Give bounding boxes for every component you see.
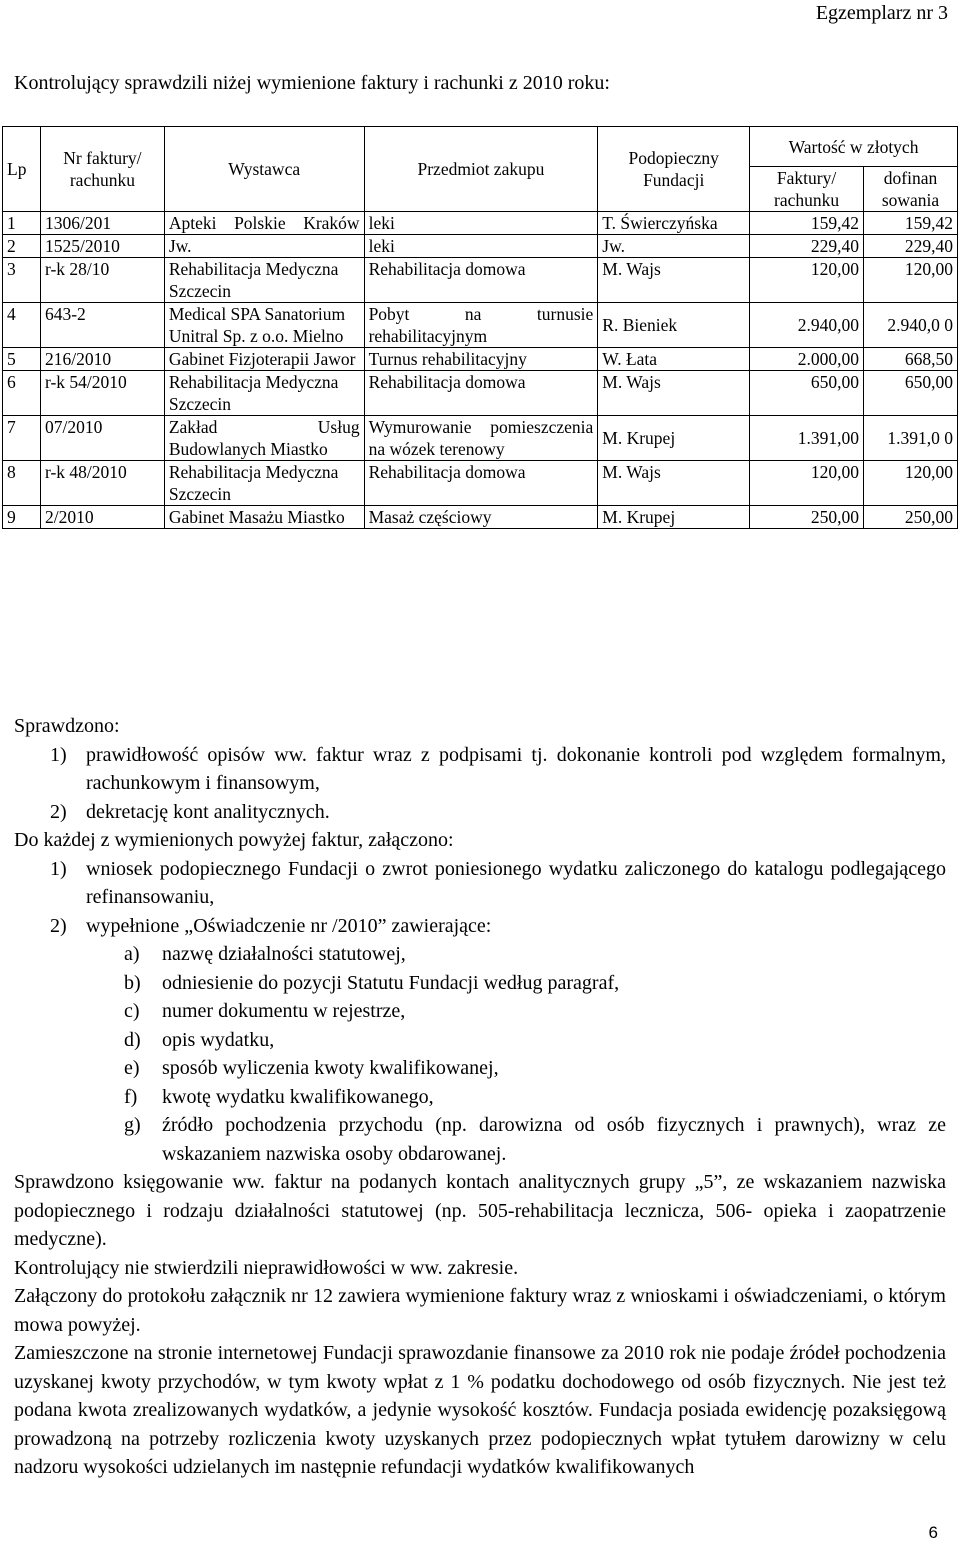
list-item	[14, 1026, 946, 1055]
table-row	[3, 348, 958, 371]
cell-wystawca: Gabinet Fizjoterapii Jawor	[164, 348, 364, 371]
cell-podopieczny: R. Bieniek	[598, 303, 750, 348]
cell-podopieczny: W. Łata	[598, 348, 750, 371]
page-number: 6	[928, 1523, 938, 1542]
table-row	[3, 235, 958, 258]
cell-nr: r-k 54/2010	[40, 371, 164, 416]
header-lp: Lp	[3, 127, 41, 212]
cell-lp: 1	[3, 212, 41, 235]
table-row	[3, 506, 958, 529]
table-row	[3, 303, 958, 348]
list-letter: f)	[124, 1085, 138, 1108]
cell-faktury: 159,42	[750, 212, 864, 235]
list-letter: e)	[124, 1057, 140, 1079]
sprawdzono-heading: Sprawdzono:	[14, 715, 120, 737]
cell-podopieczny: M. Wajs	[598, 258, 750, 303]
cell-przedmiot: leki	[364, 212, 598, 235]
header-wartosc: Wartość w złotych	[750, 127, 958, 167]
list-item	[14, 1111, 946, 1168]
list-letter: a)	[124, 943, 140, 965]
invoice-table	[2, 126, 958, 529]
list-letter: c)	[124, 1000, 140, 1022]
list-item	[14, 798, 946, 827]
cell-lp: 5	[3, 348, 41, 371]
header-przedmiot: Przedmiot zakupu	[364, 127, 598, 212]
cell-przedmiot: Rehabilitacja domowa	[364, 371, 598, 416]
cell-wystawca: Gabinet Masażu Miastko	[164, 506, 364, 529]
cell-faktury: 120,00	[750, 258, 864, 303]
paragraph: Kontrolujący nie stwierdzili nieprawidłowości w ww. zakresie.	[14, 1256, 519, 1279]
cell-podopieczny: M. Wajs	[598, 371, 750, 416]
list-text: prawidłowość opisów ww. faktur wraz z podpisami tj. dokonanie kontroli pod względem formalnym, rachunkowym i finansowym,	[86, 743, 946, 794]
cell-przedmiot: Wymurowanie pomieszczenia na wózek terenowy	[364, 416, 598, 461]
cell-lp: 9	[3, 506, 41, 529]
cell-faktury: 2.940,00	[750, 303, 864, 348]
cell-wystawca: Zakład Usług Budowlanych Miastko	[164, 416, 364, 461]
copy-number-label: Egzemplarz nr 3	[815, 2, 948, 24]
cell-dofinan: 650,00	[864, 371, 958, 416]
cell-dofinan: 250,00	[864, 506, 958, 529]
list-number: 1)	[50, 857, 67, 880]
table-row	[3, 416, 958, 461]
list-number: 1)	[50, 743, 67, 766]
cell-podopieczny: M. Krupej	[598, 416, 750, 461]
cell-przedmiot: Rehabilitacja domowa	[364, 461, 598, 506]
cell-faktury: 1.391,00	[750, 416, 864, 461]
header-wystawca: Wystawca	[164, 127, 364, 212]
cell-dofinan: 229,40	[864, 235, 958, 258]
attached-heading: Do każdej z wymienionych powyżej faktur, załączono:	[14, 829, 454, 851]
cell-nr: r-k 28/10	[40, 258, 164, 303]
cell-wystawca: Apteki Polskie Kraków	[164, 212, 364, 235]
cell-lp: 6	[3, 371, 41, 416]
list-item	[14, 940, 946, 969]
cell-wystawca: Jw.	[164, 235, 364, 258]
list-text: źródło pochodzenia przychodu (np. darowizna od osób fizycznych i prawnych), wraz ze wskazaniem nazwiska osoby obdarowanej.	[162, 1114, 946, 1165]
cell-przedmiot: Pobyt na turnusie rehabilitacyjnym	[364, 303, 598, 348]
header-faktury: Faktury/ rachunku	[750, 167, 864, 212]
list-text: wniosek podopiecznego Fundacji o zwrot poniesionego wydatku zaliczonego do katalogu podlegającego refinansowaniu,	[86, 857, 946, 908]
cell-podopieczny: M. Wajs	[598, 461, 750, 506]
list-text: odniesienie do pozycji Statutu Fundacji według paragraf,	[162, 971, 620, 994]
header-nr: Nr faktury/ rachunku	[40, 127, 164, 212]
list-text: opis wydatku,	[162, 1028, 275, 1051]
cell-podopieczny: Jw.	[598, 235, 750, 258]
cell-lp: 8	[3, 461, 41, 506]
cell-przedmiot: Masaż częściowy	[364, 506, 598, 529]
cell-dofinan: 120,00	[864, 461, 958, 506]
cell-dofinan: 159,42	[864, 212, 958, 235]
list-letter: g)	[124, 1114, 141, 1136]
cell-przedmiot: Rehabilitacja domowa	[364, 258, 598, 303]
cell-dofinan: 1.391,0 0	[864, 416, 958, 461]
cell-faktury: 2.000,00	[750, 348, 864, 371]
cell-lp: 7	[3, 416, 41, 461]
cell-lp: 2	[3, 235, 41, 258]
intro-text: Kontrolujący sprawdzili niżej wymienione faktury i rachunki z 2010 roku:	[14, 72, 610, 94]
cell-przedmiot: Turnus rehabilitacyjny	[364, 348, 598, 371]
document-body	[14, 712, 946, 1482]
cell-dofinan: 120,00	[864, 258, 958, 303]
list-text: dekretację kont analitycznych.	[86, 800, 330, 823]
list-number: 2)	[50, 800, 67, 823]
list-item	[14, 855, 946, 912]
list-item	[14, 1083, 946, 1112]
cell-podopieczny: M. Krupej	[598, 506, 750, 529]
cell-dofinan: 668,50	[864, 348, 958, 371]
cell-podopieczny: T. Świerczyńska	[598, 212, 750, 235]
cell-lp: 3	[3, 258, 41, 303]
list-item	[14, 997, 946, 1026]
table-row	[3, 258, 958, 303]
cell-przedmiot: leki	[364, 235, 598, 258]
list-item	[14, 969, 946, 998]
header-podopieczny: Podopieczny Fundacji	[598, 127, 750, 212]
list-item	[14, 1054, 946, 1083]
cell-faktury: 250,00	[750, 506, 864, 529]
list-text: sposób wyliczenia kwoty kwalifikowanej,	[162, 1057, 499, 1079]
list-text: kwotę wydatku kwalifikowanego,	[162, 1085, 434, 1108]
list-text: nazwę działalności statutowej,	[162, 943, 406, 965]
paragraph: Zamieszczone na stronie internetowej Fundacji sprawozdanie finansowe za 2010 rok nie podaje źródeł pochodzenia uzyskanej kwoty przychodów, w tym kwoty wpłat z 1 % podatku dochodowego od osób fizycznych. Nie jest też podana kwota zrealizowanych wydatków, a jedynie wysokość kosztów. Fundacja posiada ewidencję pozaksięgową prowadzoną na potrzeby rozliczenia kwoty uzyskanych przez podopiecznych wpłat tytułem darowizny w celu nadzoru wysokości udzielanych im następnie refundacji wydatków kwalifikowanych	[14, 1342, 946, 1478]
list-text: numer dokumentu w rejestrze,	[162, 1000, 406, 1022]
cell-faktury: 120,00	[750, 461, 864, 506]
cell-wystawca: Rehabilitacja Medyczna Szczecin	[164, 461, 364, 506]
table-row	[3, 212, 958, 235]
cell-nr: r-k 48/2010	[40, 461, 164, 506]
list-letter: b)	[124, 971, 141, 994]
list-text: wypełnione „Oświadczenie nr /2010” zawierające:	[86, 914, 492, 937]
table-row	[3, 371, 958, 416]
list-number: 2)	[50, 914, 67, 937]
cell-lp: 4	[3, 303, 41, 348]
list-item	[14, 912, 946, 941]
cell-nr: 1306/201	[40, 212, 164, 235]
list-letter: d)	[124, 1028, 141, 1051]
cell-wystawca: Rehabilitacja Medyczna Szczecin	[164, 371, 364, 416]
table-row	[3, 461, 958, 506]
cell-nr: 643-2	[40, 303, 164, 348]
cell-nr: 216/2010	[40, 348, 164, 371]
paragraph: Sprawdzono księgowanie ww. faktur na podanych kontach analitycznych grupy „5”, ze wskazaniem nazwiska podopiecznego i rodzaju działalności statutowej (np. 505-rehabilitacja lecznicza, 506- opieka i zaopatrzenie medyczne).	[14, 1171, 946, 1250]
paragraph: Załączony do protokołu załącznik nr 12 zawiera wymienione faktury wraz z wnioskami i oświadczeniami, o którym mowa powyżej.	[14, 1285, 946, 1336]
cell-nr: 07/2010	[40, 416, 164, 461]
cell-faktury: 650,00	[750, 371, 864, 416]
cell-wystawca: Medical SPA Sanatorium Unitral Sp. z o.o. Mielno	[164, 303, 364, 348]
cell-nr: 1525/2010	[40, 235, 164, 258]
header-dofinan: dofinan sowania	[864, 167, 958, 212]
cell-wystawca: Rehabilitacja Medyczna Szczecin	[164, 258, 364, 303]
list-item	[14, 741, 946, 798]
cell-nr: 2/2010	[40, 506, 164, 529]
cell-faktury: 229,40	[750, 235, 864, 258]
cell-dofinan: 2.940,0 0	[864, 303, 958, 348]
